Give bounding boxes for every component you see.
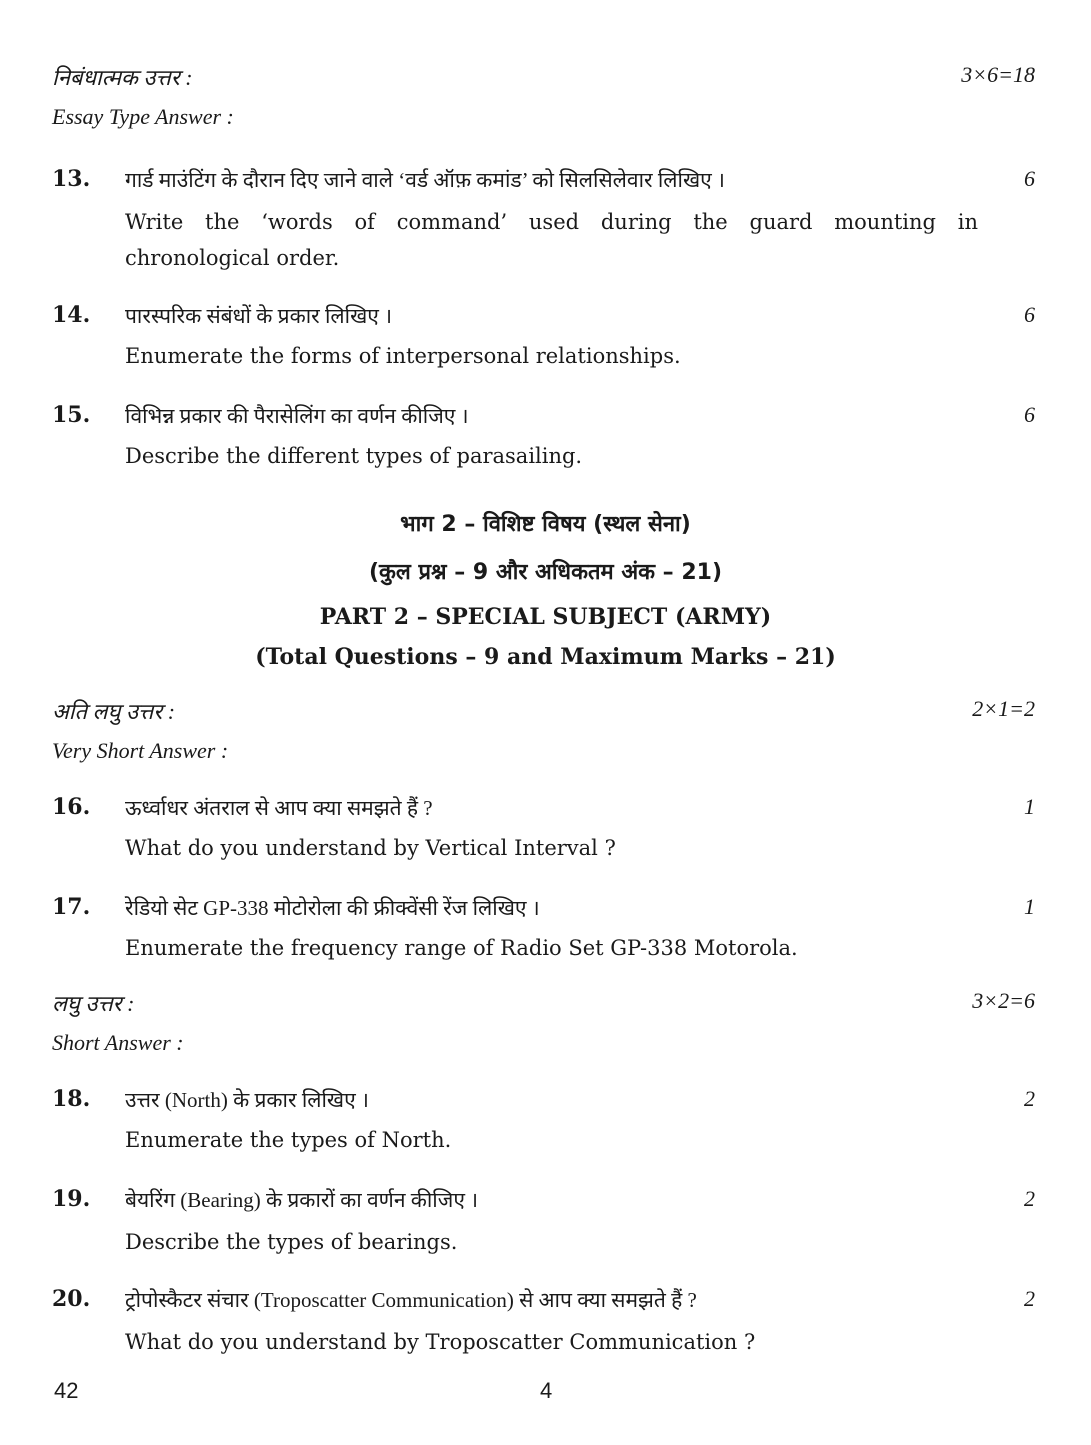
question-text-english: Describe the types of bearings. (125, 1230, 458, 1254)
question-text-hindi: उत्तर (North) के प्रकार लिखिए । (125, 1088, 369, 1112)
part-subtitle-hindi: (कुल प्रश्न – 9 और अधिकतम अंक – 21) (368, 560, 723, 585)
question-text-hindi: पारस्परिक संबंधों के प्रकार लिखिए । (125, 304, 393, 328)
question-number: 19. (52, 1186, 91, 1212)
question-marks: 2 (1024, 1086, 1035, 1111)
question-text-hindi: गार्ड माउंटिंग के दौरान दिए जाने वाले ‘वर्ड ऑफ़ कमांड’ को सिलसिलेवार लिखिए । (125, 168, 725, 192)
question-marks: 1 (1024, 794, 1035, 819)
question-marks: 2 (1024, 1286, 1035, 1311)
part-title-english: PART 2 – SPECIAL SUBJECT (ARMY) (319, 604, 772, 630)
question-text-english: Enumerate the forms of interpersonal relationships. (125, 344, 681, 368)
question-marks: 6 (1024, 166, 1035, 191)
section-marks-short: 3×2=6 (972, 988, 1035, 1013)
question-text-english: Enumerate the frequency range of Radio Set GP-338 Motorola. (125, 936, 798, 960)
question-number: 15. (52, 402, 91, 428)
question-number: 13. (52, 166, 91, 192)
section-label-english-essay: Essay Type Answer : (52, 104, 234, 129)
question-marks: 6 (1024, 302, 1035, 327)
section-marks-very-short: 2×1=2 (972, 696, 1035, 721)
section-label-english-very-short: Very Short Answer : (52, 738, 229, 763)
question-number: 18. (52, 1086, 91, 1112)
question-text-hindi: रेडियो सेट GP-338 मोटोरोला की फ्रीक्वेंसी रेंज लिखिए । (125, 896, 540, 920)
question-marks: 6 (1024, 402, 1035, 427)
section-label-hindi-very-short: अति लघु उत्तर : (52, 699, 176, 724)
question-number: 14. (52, 302, 91, 328)
question-text-english: Describe the different types of parasailing. (125, 444, 583, 468)
question-number: 16. (52, 794, 91, 820)
part-subtitle-english: (Total Questions – 9 and Maximum Marks – 21) (255, 644, 836, 670)
section-label-hindi-essay: निबंधात्मक उत्तर : (52, 65, 193, 90)
question-marks: 2 (1024, 1186, 1035, 1211)
section-marks-essay: 3×6=18 (961, 62, 1035, 87)
question-text-hindi: बेयरिंग (Bearing) के प्रकारों का वर्णन कीजिए । (125, 1188, 479, 1212)
question-number: 20. (52, 1286, 91, 1312)
question-text-hindi: ऊर्ध्वाधर अंतराल से आप क्या समझते हैं ? (125, 796, 433, 820)
question-text-english: What do you understand by Troposcatter Communication ? (125, 1330, 756, 1354)
page-number: 4 (540, 1378, 553, 1403)
part-title-hindi: भाग 2 – विशिष्ट विषय (स्थल सेना) (400, 512, 691, 537)
section-label-english-short: Short Answer : (52, 1030, 184, 1055)
question-text-english: Enumerate the types of North. (125, 1128, 452, 1152)
section-label-hindi-short: लघु उत्तर : (52, 991, 135, 1016)
question-text-hindi: ट्रोपोस्कैटर संचार (Troposcatter Communication) से आप क्या समझते हैं ? (125, 1288, 697, 1312)
question-marks: 1 (1024, 894, 1035, 919)
question-text-hindi: विभिन्न प्रकार की पैरासेलिंग का वर्णन कीजिए । (125, 404, 469, 428)
question-number: 17. (52, 894, 91, 920)
question-text-english: Write the ‘words of command’ used during the guard mounting in chronological order. (125, 210, 978, 270)
paper-code: 42 (54, 1378, 79, 1403)
question-text-english: What do you understand by Vertical Interval ? (125, 836, 616, 860)
